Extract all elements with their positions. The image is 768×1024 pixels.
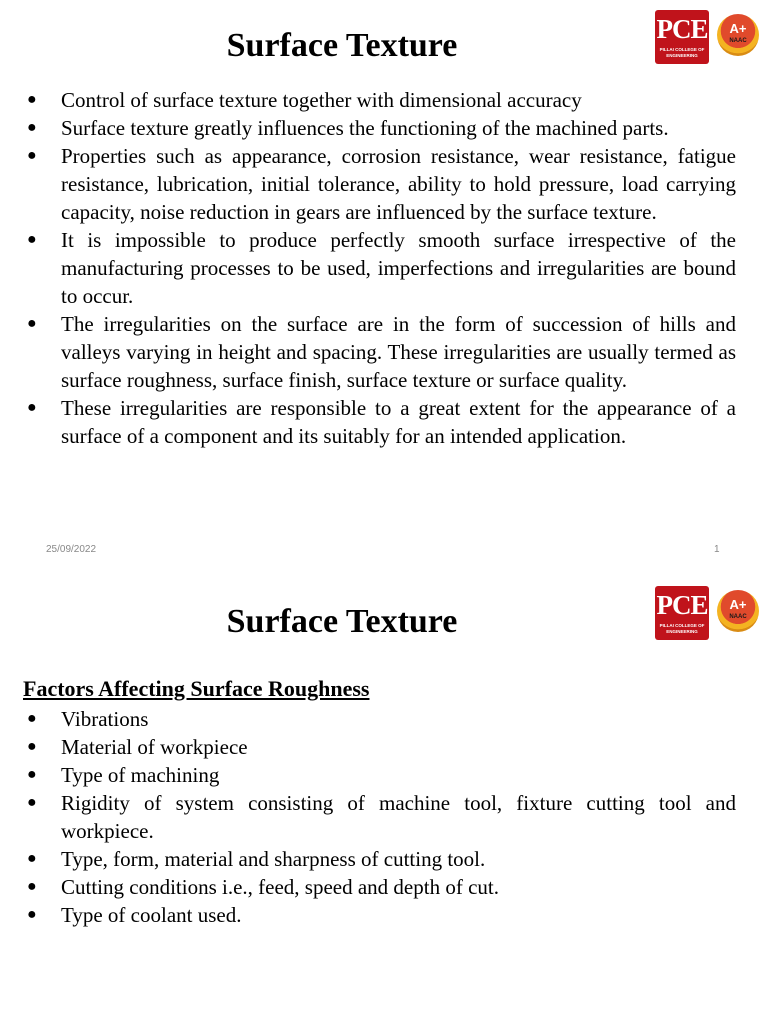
- bullet-text: Cutting conditions i.e., feed, speed and depth of cut.: [61, 875, 499, 899]
- bullet-list: [0, 705, 768, 929]
- badge-label: NAAC: [729, 38, 747, 44]
- bullet-text: The irregularities on the surface are in the form of succession of hills and valleys varying in height and spacing. These irregularities are usually termed as surface roughness, surface finish, surface texture or surface quality.: [61, 312, 736, 392]
- bullet-list: [0, 86, 768, 450]
- bullet-text: It is impossible to produce perfectly smooth surface irrespective of the manufacturing processes to be used, imperfections and irregularities are bound to occur.: [61, 228, 736, 308]
- college-logo: [655, 586, 709, 640]
- bullet-text: Type, form, material and sharpness of cutting tool.: [61, 847, 486, 871]
- bullet-icon: ●: [27, 738, 37, 755]
- bullet-text: Vibrations: [61, 707, 149, 731]
- badge-grade: A+: [729, 21, 747, 36]
- college-logo: [655, 10, 709, 64]
- bullet-icon: ●: [27, 147, 37, 164]
- list-item: [0, 733, 768, 761]
- slide-title: Surface Texture: [226, 603, 458, 640]
- list-item: [0, 226, 768, 310]
- list-item: [0, 845, 768, 873]
- list-item: [0, 394, 768, 450]
- bullet-icon: ●: [27, 766, 37, 783]
- list-item: [0, 310, 768, 394]
- list-item: [0, 114, 768, 142]
- slide-title: Surface Texture: [226, 27, 458, 64]
- bullet-text: Type of coolant used.: [61, 903, 242, 927]
- list-item: [0, 705, 768, 733]
- naac-badge-icon: [717, 14, 759, 56]
- list-item: [0, 86, 768, 114]
- bullet-icon: ●: [27, 399, 37, 416]
- footer-date: 25/09/2022: [46, 544, 97, 555]
- footer-page-number: 1: [714, 544, 720, 555]
- list-item: [0, 142, 768, 226]
- bullet-text: Rigidity of system consisting of machine tool, fixture cutting tool and workpiece.: [61, 791, 736, 843]
- bullet-icon: ●: [27, 91, 37, 108]
- section-heading: Factors Affecting Surface Roughness: [23, 676, 370, 701]
- bullet-text: Surface texture greatly influences the functioning of the machined parts.: [61, 116, 669, 140]
- logo-subtitle: PILLAI COLLEGE OF ENGINEERING: [659, 623, 705, 634]
- bullet-text: Properties such as appearance, corrosion resistance, wear resistance, fatigue resistance, lubrication, initial tolerance, ability to hold pressure, load carrying capacity, noise reduction in gears are influenced by the surface texture.: [61, 144, 736, 224]
- bullet-text: Type of machining: [61, 763, 220, 787]
- naac-badge-icon: [717, 590, 759, 632]
- bullet-icon: ●: [27, 710, 37, 727]
- logo-text: PCE: [656, 14, 708, 44]
- bullet-icon: ●: [27, 315, 37, 332]
- bullet-text: Control of surface texture together with dimensional accuracy: [61, 88, 582, 112]
- badge-label: NAAC: [729, 614, 747, 620]
- list-item: [0, 873, 768, 901]
- logo-text: PCE: [656, 590, 708, 620]
- bullet-icon: ●: [27, 850, 37, 867]
- list-item: [0, 761, 768, 789]
- slide-2: [0, 576, 768, 1024]
- bullet-text: Material of workpiece: [61, 735, 248, 759]
- bullet-icon: ●: [27, 794, 37, 811]
- logo-subtitle: PILLAI COLLEGE OF ENGINEERING: [659, 47, 705, 58]
- bullet-icon: ●: [27, 231, 37, 248]
- list-item: [0, 901, 768, 929]
- bullet-icon: ●: [27, 119, 37, 136]
- badge-grade: A+: [729, 597, 747, 612]
- bullet-icon: ●: [27, 878, 37, 895]
- list-item: [0, 789, 768, 845]
- bullet-text: These irregularities are responsible to a great extent for the appearance of a surface of a component and its suitably for an intended application.: [61, 396, 736, 448]
- bullet-icon: ●: [27, 906, 37, 923]
